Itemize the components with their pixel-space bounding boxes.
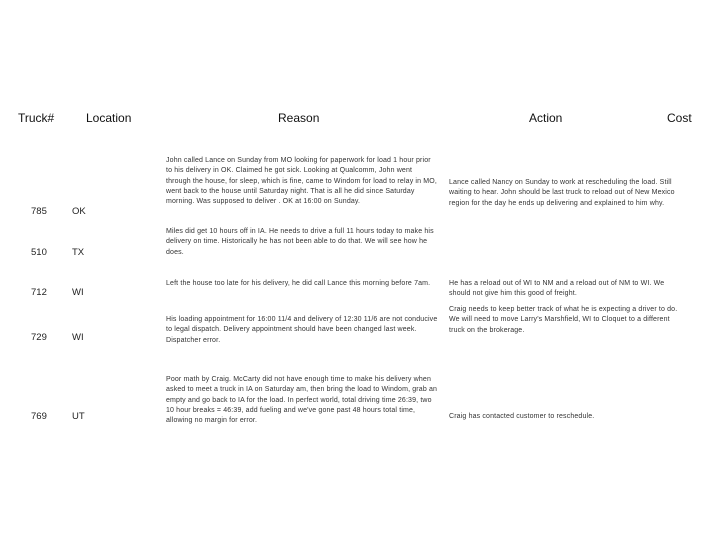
truck-location: UT	[72, 411, 85, 422]
reason-text: Poor math by Craig. McCarty did not have enough time to make his delivery when asked to meet a truck in IA on Saturday am, then bring the load to Windom, grab an empty and go back to IA for the load. In perfect world, total driving time 26:39, two 10 hour breaks = 46:39, add fueling and we've gone past 48 hours total time, allowing no margin for error.	[166, 376, 438, 425]
truck-location: OK	[72, 206, 86, 217]
truck-location: WI	[72, 287, 84, 298]
reason-text: Miles did get 10 hours off in IA. He needs to drive a full 11 hours today to make his delivery on time. Historically he has not been able to do that. We will see how he does.	[166, 228, 434, 256]
truck-location: WI	[72, 332, 84, 343]
truck-number: 510	[31, 247, 47, 258]
truck-number: 769	[31, 411, 47, 422]
action-text: Craig has contacted customer to reschedule.	[449, 413, 595, 420]
action-text: He has a reload out of WI to NM and a reload out of NM to WI. We should not give him this good of freight.	[449, 280, 665, 298]
reason-text: Left the house too late for his delivery, he did call Lance this morning before 7am.	[166, 280, 431, 287]
header-location: Location	[86, 111, 132, 125]
reason-text: John called Lance on Sunday from MO looking for paperwork for load 1 hour prior to his delivery in OK. Claimed he got sick. Looking at Qualcomm, John went through the house, for sleep, which is fine, came to Windom for load to relay in MO, went back to the house until Saturday night. That is all he did since Saturday morning. Was supposed to deliver . OK at 16:00 on Sunday.	[166, 157, 437, 206]
header-cost: Cost	[667, 111, 692, 125]
action-text: Craig needs to keep better track of what he is expecting a driver to do. We will need to move Larry's Marshfield, WI to Cloquet to a different truck on the brokerage.	[449, 306, 678, 334]
header-truck: Truck#	[18, 111, 55, 125]
reason-text: His loading appointment for 16:00 11/4 and delivery of 12:30 11/6 are not conducive to legal dispatch. Delivery appointment should have been changed last week. Dispatcher error.	[166, 316, 438, 344]
truck-number: 729	[31, 332, 47, 343]
truck-number: 785	[31, 206, 47, 217]
truck-number: 712	[31, 287, 47, 298]
header-reason: Reason	[278, 111, 320, 125]
header-action: Action	[529, 111, 563, 125]
truck-location: TX	[72, 247, 85, 258]
action-text: Lance called Nancy on Sunday to work at rescheduling the load. Still waiting to hear. John should be last truck to reload out of New Mexico region for the day he ends up delivering and explained to him why.	[449, 179, 675, 207]
